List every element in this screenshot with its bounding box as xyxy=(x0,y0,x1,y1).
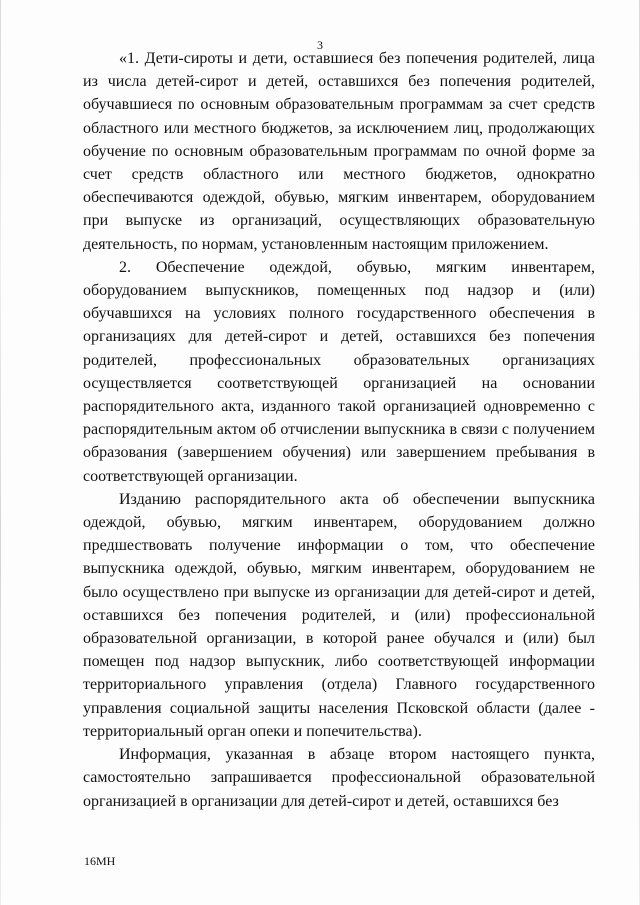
footer-code: 16МН xyxy=(84,854,116,868)
left-scan-edge xyxy=(0,0,1,905)
paragraph-2: 2. Обеспечение одеждой, обувью, мягким инвентарем, оборудованием выпускников, помещенных под надзор и (или) обучавшихся на условиях полного государственного обеспечения в организациях для детей-сирот и детей, оставшихся без попечения родителей, профессиональных образовательных организациях осуществляется соответствующей организацией на основании распорядительного акта, изданного такой организацией одновременно с распорядительным актом об отчислении выпускника в связи с получением образования (завершением обучения) или завершением пребывания в соответствующей организации. xyxy=(83,258,595,485)
paragraph-3: Изданию распорядительного акта об обеспечении выпускника одеждой, обувью, мягким инвентарем, оборудованием должно предшествовать получение информации о том, что обеспечение выпускника одеждой, обувью, мягким инвентарем, оборудованием не было осуществлено при выпуске из организации для детей-сирот и детей, оставшихся без попечения родителей, и (или) профессиональной образовательной организации, в которой ранее обучался и (или) был помещен под надзор выпускник, либо соответствующей информации территориального управления (отдела) Главного государственного управления социальной защиты населения Псковской области (далее - территориальный орган опеки и попечительства). xyxy=(83,490,595,740)
document-body xyxy=(83,47,595,813)
paragraph-4: Информация, указанная в абзаце втором настоящего пункта, самостоятельно запрашивается профессиональной образовательной организацией в организации для детей-сирот и детей, оставшихся без xyxy=(83,746,595,810)
page-number: 3 xyxy=(317,38,323,52)
paragraph-1: «1. Дети-сироты и дети, оставшиеся без попечения родителей, лица из числа детей-сирот и детей, оставшихся без попечения родителей, обучавшиеся по основным образовательным программам за счет средств областного или местного бюджетов, за исключением лиц, продолжающих обучение по основным образовательным программам по очной форме за счет средств областного или местного бюджетов, однократно обеспечиваются одеждой, обувью, мягким инвентарем, оборудованием при выпуске из организаций, осуществляющих образовательную деятельность, по нормам, установленным настоящим приложением. xyxy=(83,50,595,253)
